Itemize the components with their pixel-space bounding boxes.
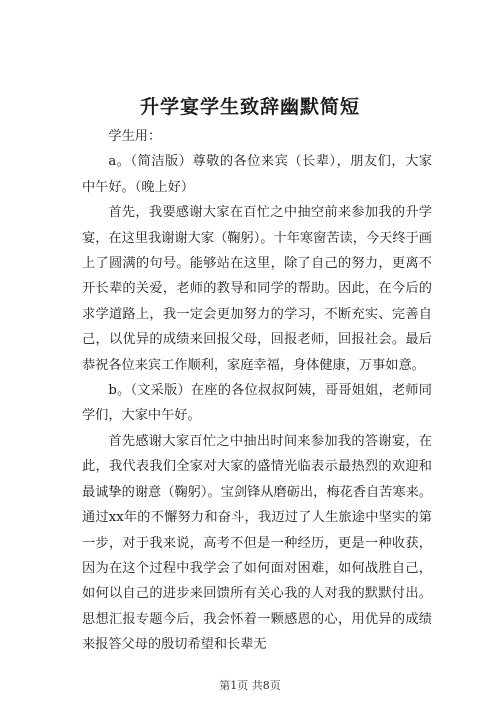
document-body: [82, 124, 432, 658]
paragraph-version-b-body: 首先感谢大家百忙之中抽出时间来参加我的答谢宴，在此，我代表我们全家对大家的盛情光临表示最热烈的欢迎和最诚挚的谢意（鞠躬）。宝剑锋从磨砺出，梅花香自苦寒来。通过xx年的不懈努力和奋斗，我迈过了人生旅途中坚实的第一步，对于我来说，高考不但是一种经历，更是一种收获，因为在这个过程中我学会了如何面对困难，如何战胜自己，如何以自己的进步来回馈所有关心我的人对我的默默付出。思想汇报专题今后，我会怀着一颗感恩的心，用优异的成绩来报答父母的殷切希望和长辈无: [82, 433, 432, 653]
document-title: 升学宴学生致辞幽默简短: [139, 96, 360, 118]
page-footer: 第1页 共8页: [219, 679, 281, 692]
paragraph-audience: 学生用：: [108, 129, 162, 144]
paragraph-version-a-greeting: a。（简洁版）尊敬的各位来宾（长辈），朋友们，大家中午好。（晚上好）: [82, 154, 432, 195]
paragraph-version-b-greeting: b。（文采版）在座的各位叔叔阿姨，哥哥姐姐，老师同学们，大家中午好。: [82, 383, 432, 424]
paragraph-version-a-body: 首先，我要感谢大家在百忙之中抽空前来参加我的升学宴，在这里我谢谢大家（鞠躬）。十年寒窗苦读，今天终于画上了圆满的句号。能够站在这里，除了自己的努力，更离不开长辈的关爱，老师的教导和同学的帮助。因此，在今后的求学道路上，我一定会更加努力的学习，不断充实、完善自己，以优异的成绩来回报父母，回报老师，回报社会。最后恭祝各位来宾工作顺利，家庭幸福，身体健康，万事如意。: [82, 205, 432, 373]
